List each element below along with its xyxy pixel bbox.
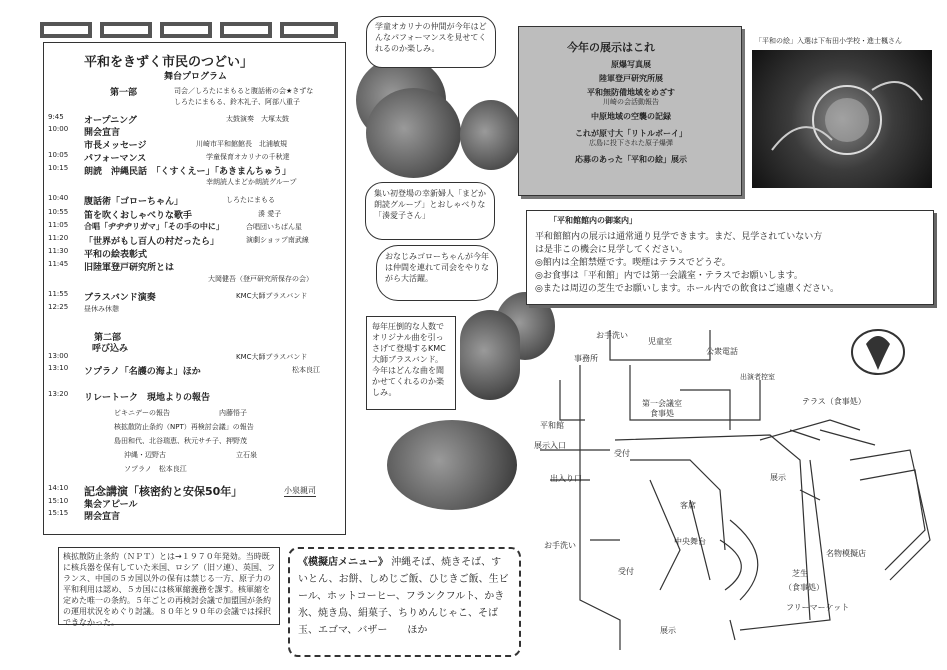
row-title: 開会宣言: [84, 128, 121, 138]
notice-line: 平和館館内の展示は通常通り見学できます。まだ、見学されていない方: [535, 232, 823, 242]
map-label: 芝生: [792, 569, 808, 578]
exhibit-item: 原爆写真展: [611, 60, 651, 69]
row-time: 13:00: [48, 352, 69, 360]
schedule-row: [48, 509, 342, 521]
schedule-row: [48, 483, 342, 497]
map-label: お手洗い: [544, 541, 576, 550]
row-time: 10:40: [48, 194, 69, 202]
row-title: 記念講演「核密約と安保50年」: [84, 485, 243, 498]
row-performer: 大岡健吾（登戸研究所保存の会）: [208, 275, 313, 283]
map-label: 事務所: [574, 354, 598, 363]
painting-motif: [752, 50, 932, 188]
row-time: 14:10: [48, 484, 69, 492]
row-performer: 演劇ショップ南武線: [246, 236, 309, 244]
relay-line: 沖縄・辺野古 立石泉: [124, 451, 257, 459]
schedule-row: [48, 113, 342, 125]
goro-bubble: [376, 245, 498, 301]
row-title: 合唱「ヂヂヂリガマ」「その手の中に」: [84, 222, 224, 231]
row-title: 閉会宣言: [84, 512, 121, 522]
row-performer: 幸朗読人まどか朗読グループ: [206, 178, 297, 186]
row-title: オープニング: [84, 116, 137, 126]
schedule-row: [48, 303, 342, 316]
row-title: リレートーク 現地よりの報告: [84, 393, 211, 403]
row-time: 10:05: [48, 151, 69, 159]
map-label: 出演者控室: [740, 373, 775, 381]
row-performer: KMC大師ブラスバンド: [236, 353, 308, 361]
schedule-row: [48, 290, 342, 303]
menu-title: 《模擬店メニュー》: [298, 557, 388, 568]
notice-line: ◎館内は全館禁煙です。喫煙はテラスでどうぞ。: [535, 258, 731, 268]
row-time: 9:45: [48, 113, 64, 121]
row-time: 15:15: [48, 509, 69, 517]
schedule-row: [48, 497, 342, 509]
program-box: [43, 42, 346, 535]
exhibits-box: [518, 26, 742, 196]
row-title: 集会アピール: [84, 500, 138, 510]
ocarina-bubble: [366, 16, 496, 68]
row-performer: 松本良江: [292, 366, 320, 374]
relay-line: ビキニデーの報告 内藤悟子: [114, 409, 247, 417]
map-label: 客席: [680, 501, 696, 510]
goro-bubble-text: おなじみゴローちゃんが今年は仲間を連れて司会をやりながら大活躍。: [385, 252, 489, 283]
building-notice: [526, 210, 934, 305]
ocarina-bubble-text: 学童オカリナの仲間が今年はどんなパフォーマンスを見せてくれるのか楽しみ。: [375, 22, 487, 53]
row-title: ソプラノ「名護の海よ」ほか: [84, 367, 201, 377]
schedule-row: [48, 234, 342, 247]
part2-heading: 第二部: [94, 333, 122, 343]
row-title: 平和の絵表彰式: [84, 250, 148, 260]
row-time: 13:10: [48, 364, 69, 372]
kmc-photo: [460, 310, 520, 400]
notice-line: は是非この機会に見学してください。: [535, 245, 689, 255]
notice-title: 「平和館館内の御案内」: [549, 216, 637, 225]
map-label: 受付: [618, 567, 634, 576]
exhibit-item: 平和無防備地域をめざす: [587, 88, 675, 97]
madoka-bubble: [365, 182, 495, 240]
row-time: 11:30: [48, 247, 69, 255]
map-label: フリーマーケット: [786, 603, 850, 612]
ocarina-group-photo: [366, 88, 461, 178]
map-label: （食事処）: [784, 583, 824, 592]
map-label: 平和館: [540, 421, 564, 430]
exhibit-item: 応募のあった「平和の絵」展示: [575, 155, 687, 164]
banner-graphic: [40, 10, 340, 40]
schedule-row: [48, 352, 342, 364]
row-time: 10:15: [48, 164, 69, 172]
exhibits-title: 今年の展示はこれ: [567, 41, 655, 54]
map-label: 食事処: [650, 409, 674, 418]
row-performer: 合唱団いちばん星: [246, 223, 302, 231]
schedule-row: [48, 341, 342, 352]
row-time: 15:10: [48, 497, 69, 505]
row-title: 笛を吹くおしゃべりな歌手: [84, 211, 193, 221]
program-subtitle: 舞台プログラム: [164, 72, 227, 82]
row-performer: 太鼓演奏 大塚太鼓: [226, 115, 289, 123]
map-label: 公衆電話: [706, 347, 738, 356]
map-label: 名物模擬店: [826, 549, 866, 558]
row-time: 10:00: [48, 125, 69, 133]
schedule-row: [48, 247, 342, 260]
schedule-row: [48, 221, 342, 234]
row-performer: 湊 愛子: [258, 210, 282, 218]
hosts-line1: 司会／しろたにまもると腹話術の会★きずな: [174, 87, 314, 95]
map-label: 出入り口: [550, 474, 582, 483]
closing-schedule: [48, 483, 342, 521]
map-label: 受付: [614, 449, 630, 458]
menu-body: [298, 554, 511, 639]
map-label: 展示入口: [534, 441, 566, 450]
part1-schedule: [48, 113, 342, 316]
npt-note-text: 核拡散防止条約（ＮＰＴ）とは→１９７０年発効。当時既に核兵器を保有していた米国、ロシア（旧ソ連）、英国、フランス、中国の５カ国以外の保有は禁じる一方、原子力の平和利用は認め、５カ国には核軍縮義務を課す。核軍縮を定めた唯一の条約。５年ごとの再検討会議で加盟国が条約の運用状況をめぐり討議。８０年と９０年の会議では採択できなかった。: [63, 552, 275, 627]
row-time: 13:20: [48, 390, 69, 398]
row-title: 「世界がもし百人の村だったら」: [84, 237, 220, 247]
schedule-row: [48, 194, 342, 208]
notice-line: ◎お食事は「平和館」内では第一会議室・テラスでお願いします。: [535, 271, 803, 281]
schedule-row: [48, 164, 342, 190]
row-title: 旧陸軍登戸研究所とは: [84, 263, 175, 273]
row-title: 呼び込み: [92, 344, 129, 354]
relay-line: ソプラノ 松本良江: [124, 465, 187, 473]
row-performer: しろたにまもる: [226, 196, 275, 204]
schedule-row: [48, 208, 342, 221]
row-title: ブラスバンド演奏: [84, 293, 156, 303]
npt-note: [58, 547, 280, 625]
map-label: お手洗い: [596, 331, 628, 340]
peace-painting: [752, 50, 932, 188]
program-title: 平和をきずく市民のつどい」: [84, 55, 254, 70]
dove-icon: [848, 322, 908, 382]
stall-menu: [288, 547, 521, 657]
floor-map: [530, 320, 940, 660]
row-title: パフォーマンス: [84, 154, 147, 164]
relay-line: 核拡散防止条約（NPT）再検討会議」の報告: [114, 423, 254, 431]
part1-heading: 第一部: [110, 88, 138, 98]
map-label: テラス（食事処）: [802, 397, 866, 406]
row-time: 10:55: [48, 208, 69, 216]
brass-band-photo: [387, 420, 517, 510]
hosts-line2: しろたにまもる、鈴木礼子、阿部八重子: [174, 98, 300, 106]
row-performer: 小泉親司: [284, 486, 316, 495]
row-performer: KMC大師ブラスバンド: [236, 292, 308, 300]
schedule-row: [48, 390, 342, 403]
row-title: 腹話術「ゴローちゃん」: [84, 197, 184, 207]
relay-talk-details: [114, 408, 344, 478]
painting-caption: 「平和の絵」入選は下布田小学校・進士楓さん: [755, 37, 902, 45]
map-label: 児童室: [648, 337, 672, 346]
map-label: 展示: [770, 473, 786, 482]
part2-schedule: [48, 341, 342, 403]
row-time: 11:45: [48, 260, 69, 268]
row-performer: 学童保育オカリナの千秋達: [206, 153, 290, 161]
schedule-row: [48, 125, 342, 138]
row-title: 市長メッセージ: [84, 141, 147, 151]
row-time: 12:25: [48, 303, 69, 311]
exhibit-item: 陸軍登戸研究所展: [599, 74, 663, 83]
map-label: 第一会議室: [642, 399, 682, 408]
relay-line: 島田和代、北谷瑞恵、秋元サチ子、押野茂: [114, 437, 247, 445]
menu-items: 沖縄そば、焼きそば、すいとん、お餅、しめじご飯、ひじきご飯、生ビール、ホットコーヒー、フランクフルト、かき氷、焼き鳥、絹菓子、ちりめんじゃこ、そば玉、エゴマ、バザー ほか: [298, 557, 509, 636]
exhibits-list: [519, 59, 743, 168]
schedule-row: [48, 151, 342, 164]
map-label: 展示: [660, 626, 676, 635]
row-time: 11:55: [48, 290, 69, 298]
madoka-bubble-text: 集い初登場の幸新婦人「まどか朗読グループ」とおしゃべりな「湊愛子さん」: [374, 189, 486, 220]
row-title: 昼休み休憩: [84, 305, 119, 313]
madoka-photo: [460, 100, 522, 170]
exhibit-item: 広島に投下された原子爆弾: [589, 139, 673, 147]
map-label: 中央舞台: [674, 537, 706, 546]
notice-line: ◎または周辺の芝生でお願いします。ホール内での飲食はご遠慮ください。: [535, 284, 839, 294]
schedule-row: [48, 364, 342, 390]
row-time: 11:20: [48, 234, 69, 242]
title-banner: [40, 10, 340, 40]
exhibit-item: 川崎の会活動報告: [603, 98, 659, 106]
row-performer: 川崎市平和館館長 北浦敏規: [196, 140, 287, 148]
schedule-row: [48, 138, 342, 151]
exhibit-item: 中原地域の空襲の記録: [591, 112, 671, 121]
kmc-bubble-text: 毎年圧倒的な人数でオリジナル曲を引っさげて登場するKMC大師ブラスバンド。今年はどんな曲を聞かせてくれるのか楽しみ。: [372, 322, 446, 397]
exhibit-item: これが原寸大「リトルボーイ」: [575, 129, 687, 138]
row-title: 朗読 沖縄民話 「くすくえー」「あきまんちゅう」: [84, 167, 292, 177]
schedule-row: [48, 260, 342, 286]
row-time: 11:05: [48, 221, 69, 229]
kmc-bubble: [366, 316, 456, 410]
